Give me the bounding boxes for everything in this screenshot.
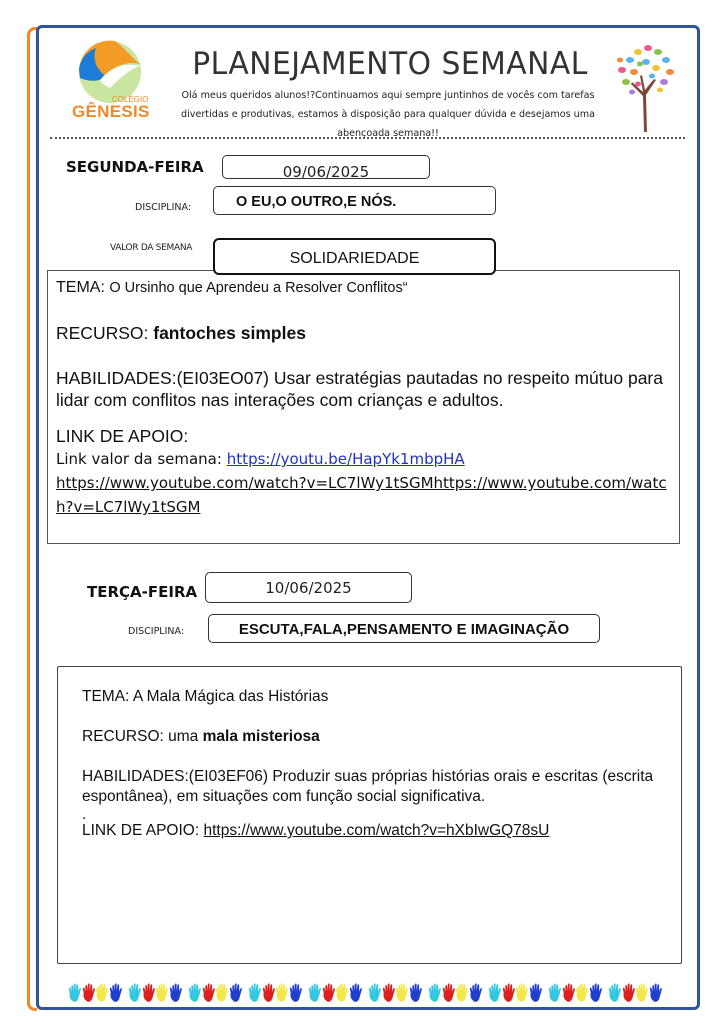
hand-print-icon [608, 982, 622, 1004]
hand-print-icon [368, 982, 382, 1004]
hand-print-icon [322, 982, 336, 1004]
monday-tema-label: TEMA: [56, 279, 105, 296]
link-valor-semana[interactable]: https://youtu.be/HapYk1mbpHA [226, 450, 465, 468]
hand-print-icon [649, 982, 663, 1004]
tuesday-habilidades: Produzir suas próprias histórias orais e escritas (escrita espontânea), em situações com função social significativa. [82, 768, 654, 805]
monday-date: 09/06/2025 [282, 163, 370, 179]
tuesday-disciplina-field [208, 614, 600, 643]
hand-print-icon [202, 982, 216, 1004]
tuesday-tema-label: TEMA: [82, 688, 130, 705]
monday-link-label: LINK DE APOIO: [56, 426, 189, 446]
monday-day-label: SEGUNDA-FEIRA [66, 158, 204, 176]
dotted-divider [50, 137, 685, 139]
monday-recurso: fantoches simples [153, 323, 306, 343]
hand-print-icon [335, 982, 349, 1004]
monday-disciplina-label: DISCIPLINA: [135, 202, 192, 213]
hand-print-icon [515, 982, 529, 1004]
hand-print-icon [82, 982, 96, 1004]
hand-print-icon [262, 982, 276, 1004]
valor-semana: SOLIDARIEDADE [289, 250, 420, 267]
logo-name: GÊNESIS [72, 102, 150, 121]
hand-print-icon [529, 982, 543, 1004]
hand-print-icon [308, 982, 322, 1004]
hand-print-icon [469, 982, 483, 1004]
hand-print-icon [635, 982, 649, 1004]
tuesday-disciplina-label: DISCIPLINA: [128, 626, 185, 637]
intro-message: Olá meus queridos alunos!?Continuamos aqui sempre juntinhos de vocês com tarefas divertidas e produtivas, estamos à disposição para qualquer dúvida e desejamos uma abençoada semana!! [181, 90, 595, 139]
tuesday-support-link[interactable]: https://www.youtube.com/watch?v=hXbIwGQ78sU [203, 822, 550, 839]
hand-print-icon [455, 982, 469, 1004]
tuesday-content-box [57, 666, 682, 964]
tuesday-day-label: TERÇA-FEIRA [87, 583, 198, 601]
hand-print-icon [488, 982, 502, 1004]
tuesday-link-label: LINK DE APOIO: [82, 822, 200, 839]
hand-print-icon [409, 982, 423, 1004]
tuesday-disciplina: ESCUTA,FALA,PENSAMENTO E IMAGINAÇÃO [238, 621, 570, 638]
tuesday-habilidades-label: HABILIDADES:(EI03EF06) [82, 768, 269, 785]
hand-print-icon [442, 982, 456, 1004]
hand-print-icon [395, 982, 409, 1004]
tuesday-recurso-prefix: uma [168, 728, 199, 745]
hand-print-icon [109, 982, 123, 1004]
monday-habilidades: Usar estratégias pautadas no respeito mútuo para lidar com conflitos nas interações com crianças e adultos. [56, 368, 663, 410]
hand-prints-border [68, 982, 668, 1004]
hand-print-icon [128, 982, 142, 1004]
hand-print-icon [562, 982, 576, 1004]
tuesday-tema: A Mala Mágica das Histórias [132, 688, 329, 705]
hand-print-icon [68, 982, 82, 1004]
hand-print-icon [575, 982, 589, 1004]
monday-disciplina-field [213, 186, 496, 215]
monday-disciplina: O EU,O OUTRO,E NÓS. [236, 194, 397, 210]
hand-print-icon [169, 982, 183, 1004]
link-valor-label: Link valor da semana: [56, 450, 222, 468]
tuesday-recurso-label: RECURSO: [82, 728, 164, 745]
hand-print-icon [95, 982, 109, 1004]
monday-date-field [222, 155, 430, 179]
hand-print-icon [428, 982, 442, 1004]
hand-print-icon [275, 982, 289, 1004]
hand-print-icon [548, 982, 562, 1004]
logo-subtitle: COLÉGIO [112, 95, 149, 104]
hand-print-icon [229, 982, 243, 1004]
colorful-tree-icon [612, 40, 676, 135]
valor-semana-field [213, 238, 496, 275]
hand-print-icon [155, 982, 169, 1004]
hand-print-icon [382, 982, 396, 1004]
monday-tema: O Ursinho que Aprendeu a Resolver Conflitos“ [109, 280, 408, 296]
tuesday-recurso: mala misteriosa [202, 728, 320, 745]
tuesday-date-field [205, 572, 412, 603]
hand-print-icon [215, 982, 229, 1004]
hand-print-icon [589, 982, 603, 1004]
hand-print-icon [289, 982, 303, 1004]
tuesday-dot: . [82, 806, 87, 823]
hand-print-icon [349, 982, 363, 1004]
hand-print-icon [622, 982, 636, 1004]
hand-print-icon [188, 982, 202, 1004]
hand-print-icon [502, 982, 516, 1004]
tuesday-date: 10/06/2025 [265, 579, 352, 597]
monday-recurso-label: RECURSO: [56, 323, 149, 343]
monday-support-link[interactable]: https://www.youtube.com/watch?v=LC7lWy1tSGMhttps://www.youtube.com/watch?v=LC7lWy1tSGM [56, 474, 667, 516]
monday-content-box [47, 270, 680, 544]
valor-semana-label: VALOR DA SEMANA [110, 243, 193, 253]
hand-print-icon [142, 982, 156, 1004]
hand-print-icon [248, 982, 262, 1004]
page-title: PLANEJAMENTO SEMANAL [192, 46, 588, 82]
monday-habilidades-label: HABILIDADES:(EI03EO07) [56, 368, 269, 388]
